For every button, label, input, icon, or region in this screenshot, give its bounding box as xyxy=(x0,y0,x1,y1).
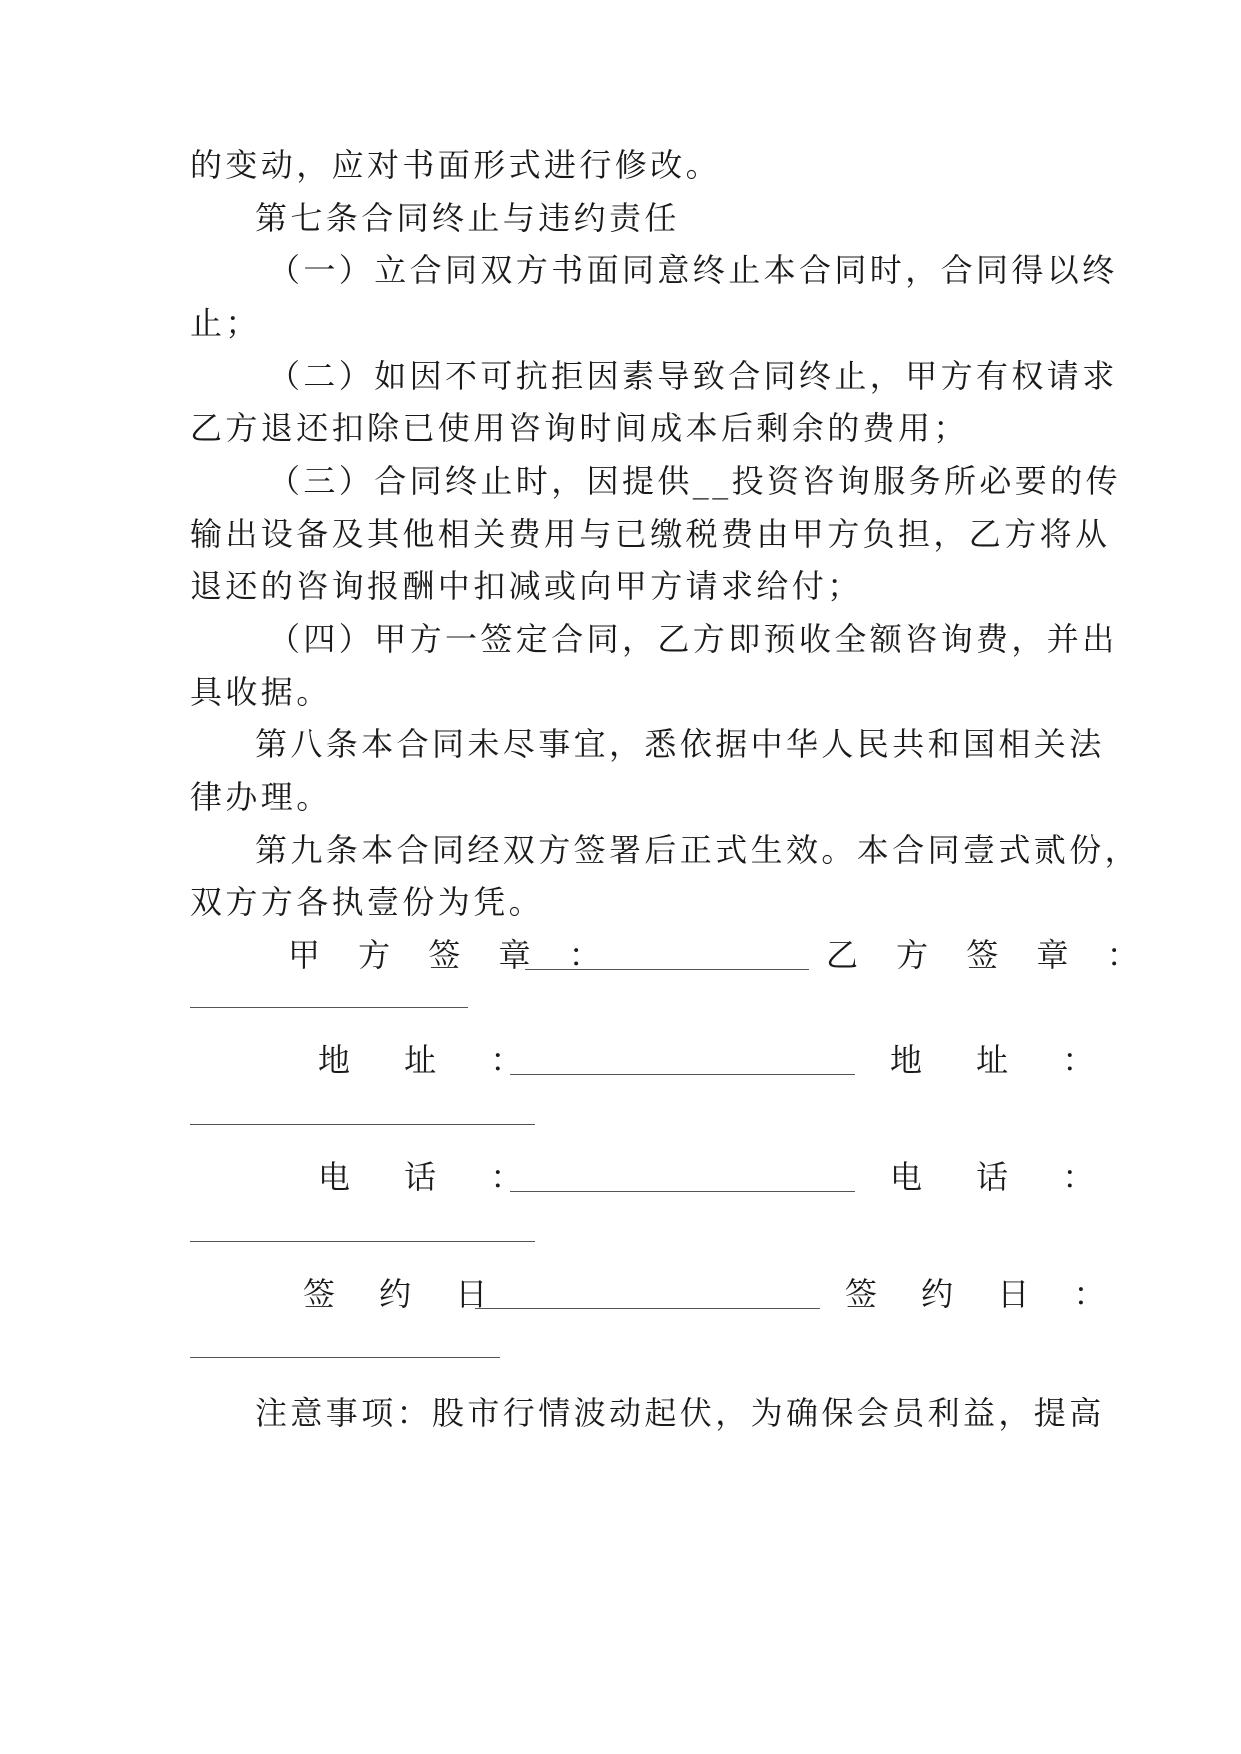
date-b-blank xyxy=(190,1357,500,1358)
party-b-sign-blank xyxy=(190,1007,468,1008)
address-a-blank xyxy=(510,1074,855,1075)
paragraph-line: 的变动，应对书面形式进行修改。 xyxy=(190,146,722,184)
paragraph-line: 律办理。 xyxy=(190,778,332,816)
paragraph-line: （二）如因不可抗拒因素导致合同终止，甲方有权请求 xyxy=(268,357,1118,395)
signature-row-phone xyxy=(190,1157,1117,1197)
party-a-sign-blank xyxy=(525,969,809,970)
phone-a-label: 电 话 ： xyxy=(318,1158,545,1196)
paragraph-line: 退还的咨询报酬中扣减或向甲方请求给付； xyxy=(190,567,863,605)
party-b-sign-label: 乙 方 签 章 ： xyxy=(826,936,1153,974)
paragraph-line: 具收据。 xyxy=(190,673,332,711)
address-a-label: 地 址 ： xyxy=(318,1041,545,1079)
address-b-blank xyxy=(190,1124,535,1125)
phone-a-blank xyxy=(510,1191,855,1192)
address-b-label: 地 址 ： xyxy=(890,1041,1117,1079)
paragraph-line: 双方方各执壹份为凭。 xyxy=(190,883,545,921)
date-a-label: 签 约 日 xyxy=(303,1275,505,1313)
party-a-sign-label: 甲 方 签 章 ： xyxy=(288,936,615,974)
article-heading: 第八条本合同未尽事宜，悉依据中华人民共和国相关法 xyxy=(255,725,1105,763)
notice-line: 注意事项：股市行情波动起伏，为确保会员利益，提高 xyxy=(255,1394,1105,1432)
date-a-blank xyxy=(475,1308,820,1309)
date-b-label: 签 约 日 ： xyxy=(845,1275,1123,1313)
phone-b-label: 电 话 ： xyxy=(890,1158,1117,1196)
paragraph-line: 止； xyxy=(190,304,261,342)
phone-b-blank xyxy=(190,1241,535,1242)
signature-row-date xyxy=(190,1274,1123,1314)
paragraph-line: （四）甲方一签定合同，乙方即预收全额咨询费，并出 xyxy=(268,620,1118,658)
signature-row-sign xyxy=(190,935,1153,975)
article-heading: 第七条合同终止与违约责任 xyxy=(255,199,680,237)
paragraph-line: （三）合同终止时，因提供__投资咨询服务所必要的传 xyxy=(268,462,1122,500)
paragraph-line: 输出设备及其他相关费用与已缴税费由甲方负担，乙方将从 xyxy=(190,515,1111,553)
paragraph-line: （一）立合同双方书面同意终止本合同时，合同得以终 xyxy=(268,251,1118,289)
signature-row-address xyxy=(190,1040,1117,1080)
paragraph-line: 乙方退还扣除已使用咨询时间成本后剩余的费用； xyxy=(190,409,969,447)
article-heading: 第九条本合同经双方签署后正式生效。本合同壹式贰份， xyxy=(255,831,1141,869)
